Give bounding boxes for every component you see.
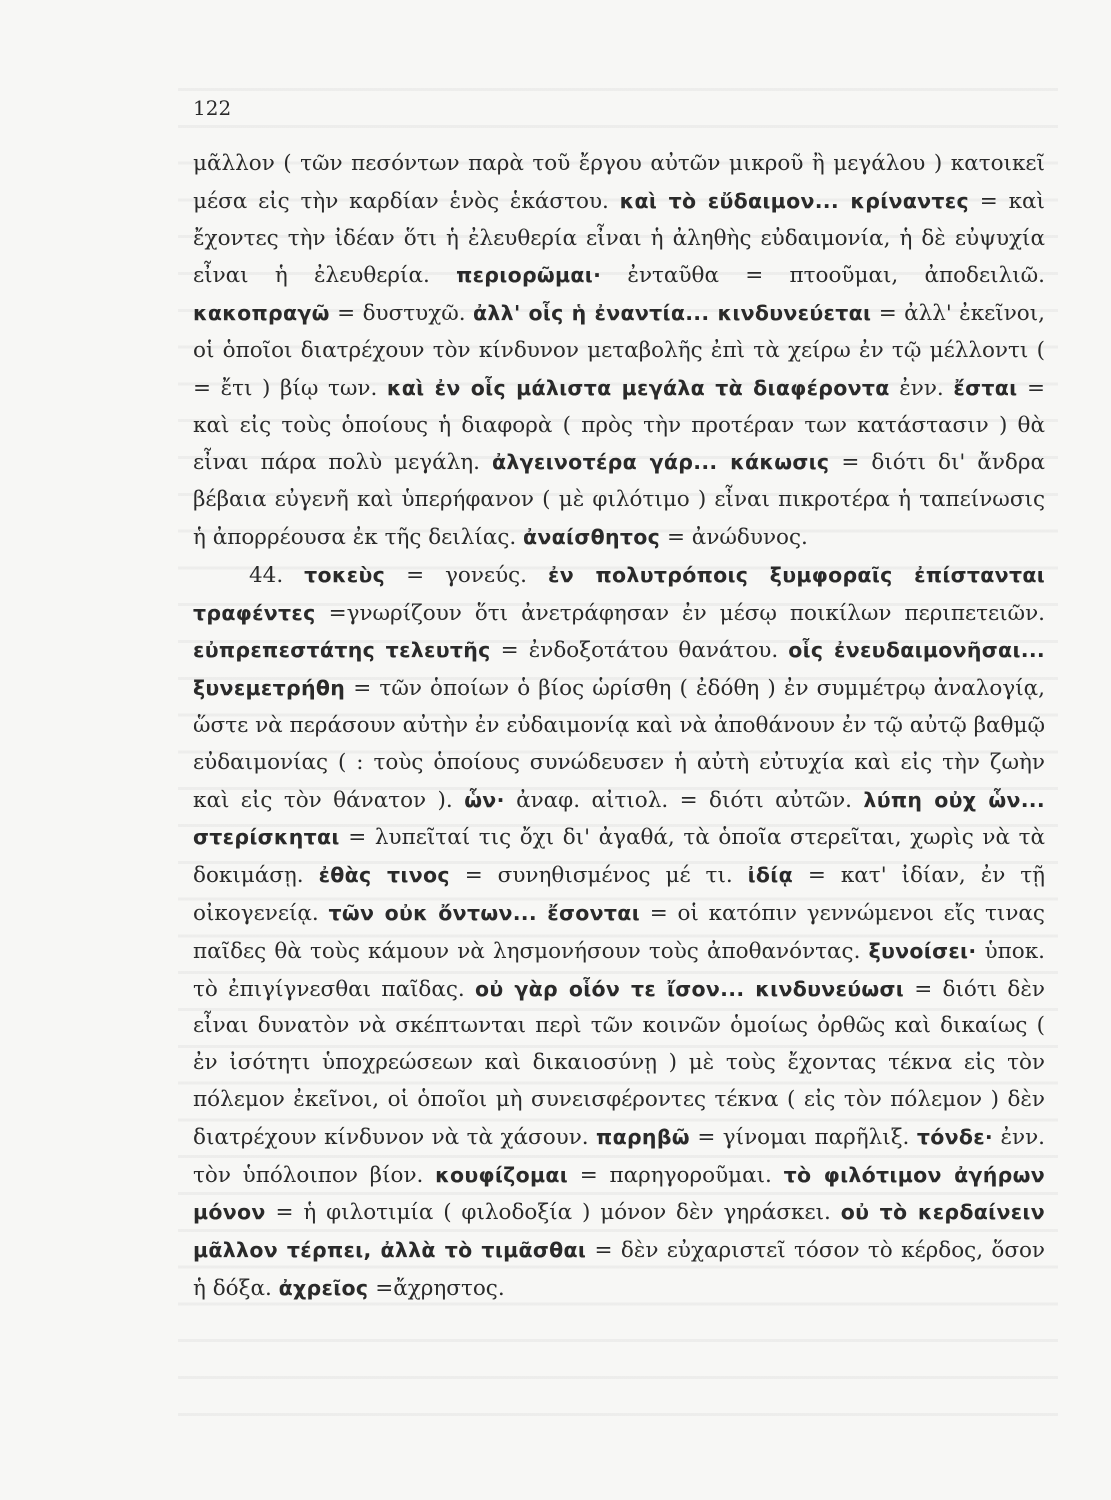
gloss-text: = γίνομαι παρῆλιξ.	[689, 1124, 917, 1150]
lemma-term: ἰδίᾳ	[747, 863, 793, 888]
gloss-text: ὑποκ. τὸ ἐπιγίγνεσθαι παῖδας.	[193, 938, 1045, 1002]
gloss-text: =γνωρίζουν ὅτι ἀνετράφησαν ἐν μέσῳ ποικίλων περιπετειῶν.	[315, 600, 1045, 626]
gloss-text: = ἐνδοξοτάτου θανάτου.	[490, 638, 789, 664]
gloss-text: = δυστυχῶ.	[329, 301, 474, 327]
gloss-text: = ἀνώδυνος.	[660, 524, 808, 550]
lemma-term: παρηβῶ	[596, 1124, 690, 1149]
lemma-term: οὐ γὰρ οἷόν τε ἴσον... κινδυνεύωσι	[475, 976, 905, 1001]
gloss-text: = ἀλλ' ἐκεῖνοι, οἱ ὁποῖοι διατρέχουν τὸν κίνδυνον μεταβολῆς ἐπὶ τὰ χείρω ἐν τῷ μέλλοντι ( = ἔτι ) βίῳ των.	[193, 301, 1045, 401]
lemma-term: κουφίζομαι	[435, 1162, 569, 1187]
commentary-text	[193, 146, 1045, 1308]
lemma-term: ἀναίσθητος	[523, 524, 661, 549]
lemma-term: ἀλγεινοτέρα γάρ... κάκωσις	[492, 450, 830, 475]
lemma-term: τῶν οὐκ ὄντων... ἔσονται	[328, 900, 640, 925]
gloss-text: = κατ' ἰδίαν, ἐν τῇ οἰκογενείᾳ.	[193, 863, 1045, 926]
gloss-text: = δὲν εὐχαριστεῖ τόσον τὸ κέρδος, ὅσον ἡ δόξα.	[193, 1238, 1046, 1301]
page-number: 122	[193, 96, 232, 120]
lemma-term: τὸ φιλότιμον ἀγήρων μόνον	[193, 1162, 1045, 1225]
lemma-term: ἔσται	[953, 375, 1018, 400]
paragraph	[193, 146, 1045, 557]
gloss-text: = ἡ φιλοτιμία ( φιλοδοξία ) μόνον δὲν γηράσκει.	[265, 1200, 841, 1226]
lemma-term: τοκεὺς	[304, 562, 386, 587]
gloss-text: ἀναφ. αἰτιολ. = διότι αὐτῶν.	[504, 787, 864, 813]
lemma-term: ἀχρεῖος	[278, 1275, 369, 1300]
lemma-term: ξυνοίσει·	[868, 938, 977, 963]
gloss-text: ἐνν. τὸν ὑπόλοιπον βίον.	[193, 1124, 1045, 1188]
lemma-term: εὐπρεπεστάτης τελευτῆς	[193, 638, 491, 663]
gloss-text: = παρηγοροῦμαι.	[568, 1162, 784, 1188]
lemma-term: καὶ τὸ εὔδαιμον... κρίναντες	[619, 188, 969, 213]
lemma-term: οὐ τὸ κερδαίνειν μᾶλλον τέρπει, ἀλλὰ τὸ τιμᾶσθαι	[193, 1200, 1045, 1263]
gloss-text: = συνηθισμένος μέ τι.	[449, 863, 748, 889]
lemma-term: ὧν·	[464, 787, 505, 812]
lemma-term: ἀλλ' οἷς ἡ ἐναντία... κινδυνεύεται	[473, 301, 872, 326]
gloss-text: μᾶλλον ( τῶν πεσόντων παρὰ τοῦ ἔργου αὐτῶν μικροῦ ἢ μεγάλου ) κατοικεῖ μέσα εἰς τὴν καρδίαν ἑνὸς ἑκάστου.	[193, 151, 1045, 214]
gloss-text: 44.	[249, 562, 305, 588]
gloss-text: = οἱ κατόπιν γεννώμενοι εἴς τινας παῖδες θὰ τοὺς κάμουν νὰ λησμονήσουν τοὺς ἀποθανόντας.	[193, 900, 1045, 964]
gloss-text: = καὶ εἰς τοὺς ὁποίους ἡ διαφορὰ ( πρὸς τὴν προτέραν των κατάστασιν ) θὰ εἶναι πάρα πολὺ μεγάλη.	[193, 375, 1045, 476]
lemma-term: κακοπραγῶ	[193, 301, 330, 326]
lemma-term: περιορῶμαι·	[456, 263, 602, 288]
gloss-text: = τῶν ὁποίων ὁ βίος ὡρίσθη ( ἐδόθη ) ἐν συμμέτρῳ ἀναλογίᾳ, ὥστε νὰ περάσουν αὐτὴν ἐν εὐδαιμονίᾳ καὶ νὰ ἀποθάνουν ἐν τῷ αὐτῷ βαθμῷ εὐδαιμονίας ( : τοὺς ὁποίους συνώδευσεν ἡ αὐτὴ εὐτυχία καὶ εἰς τὴν ζωὴν καὶ εἰς τὸν θάνατον ).	[193, 676, 1045, 813]
lemma-term: λύπη οὐχ ὧν... στερίσκηται	[193, 787, 1045, 850]
paragraph	[193, 557, 1045, 1308]
gloss-text: ἐνταῦθα = πτοοῦμαι, ἀποδειλιῶ.	[601, 263, 1045, 289]
lemma-term: οἷς ἐνευδαιμονῆσαι... ξυνεμετρήθη	[193, 638, 1045, 701]
gloss-text: = διότι δὲν εἶναι δυνατὸν νὰ σκέπτωνται περὶ τῶν κοινῶν ὁμοίως ὀρθῶς καὶ δικαίως ( ἐν ἰσότητι ὑποχρεώσεων καὶ δικαιοσύνῃ ) μὲ τοὺς ἔχοντας τέκνα εἰς τὸν πόλεμον ἐκεῖνοι, οἱ ὁποῖοι μὴ συνεισφέροντες τέκνα ( εἰς τὸν πόλεμον ) δὲν διατρέχουν κίνδυνον νὰ τὰ χάσουν.	[193, 976, 1045, 1150]
lemma-term: ἐθὰς τινος	[318, 863, 450, 888]
lemma-term: ἐν πολυτρόποις ξυμφοραῖς ἐπίστανται τραφέντες	[193, 562, 1045, 625]
gloss-text: =ἄχρηστος.	[368, 1275, 505, 1301]
lemma-term: καὶ ἐν οἷς μάλιστα μεγάλα τὰ διαφέροντα	[386, 375, 890, 400]
gloss-text: = γονεύς.	[385, 562, 548, 588]
gloss-text: ἐνν.	[889, 375, 954, 401]
gloss-text: = λυπεῖταί τις ὄχι δι' ἀγαθά, τὰ ὁποῖα στερεῖται, χωρὶς νὰ τὰ δοκιμάσῃ.	[193, 825, 1045, 889]
gloss-text: = διότι δι' ἄνδρα βέβαια εὐγενῆ καὶ ὑπερήφανον ( μὲ φιλότιμο ) εἶναι πικροτέρα ἡ ταπείνωσις ἡ ἀπορρέουσα ἐκ τῆς δειλίας.	[193, 450, 1045, 550]
lemma-term: τόνδε·	[916, 1124, 994, 1149]
gloss-text: = καὶ ἔχοντες τὴν ἰδέαν ὅτι ἡ ἐλευθερία εἶναι ἡ ἀληθὴς εὐδαιμονία, ἡ δὲ εὐψυχία εἶναι ἡ ἐλευθερία.	[193, 188, 1045, 289]
